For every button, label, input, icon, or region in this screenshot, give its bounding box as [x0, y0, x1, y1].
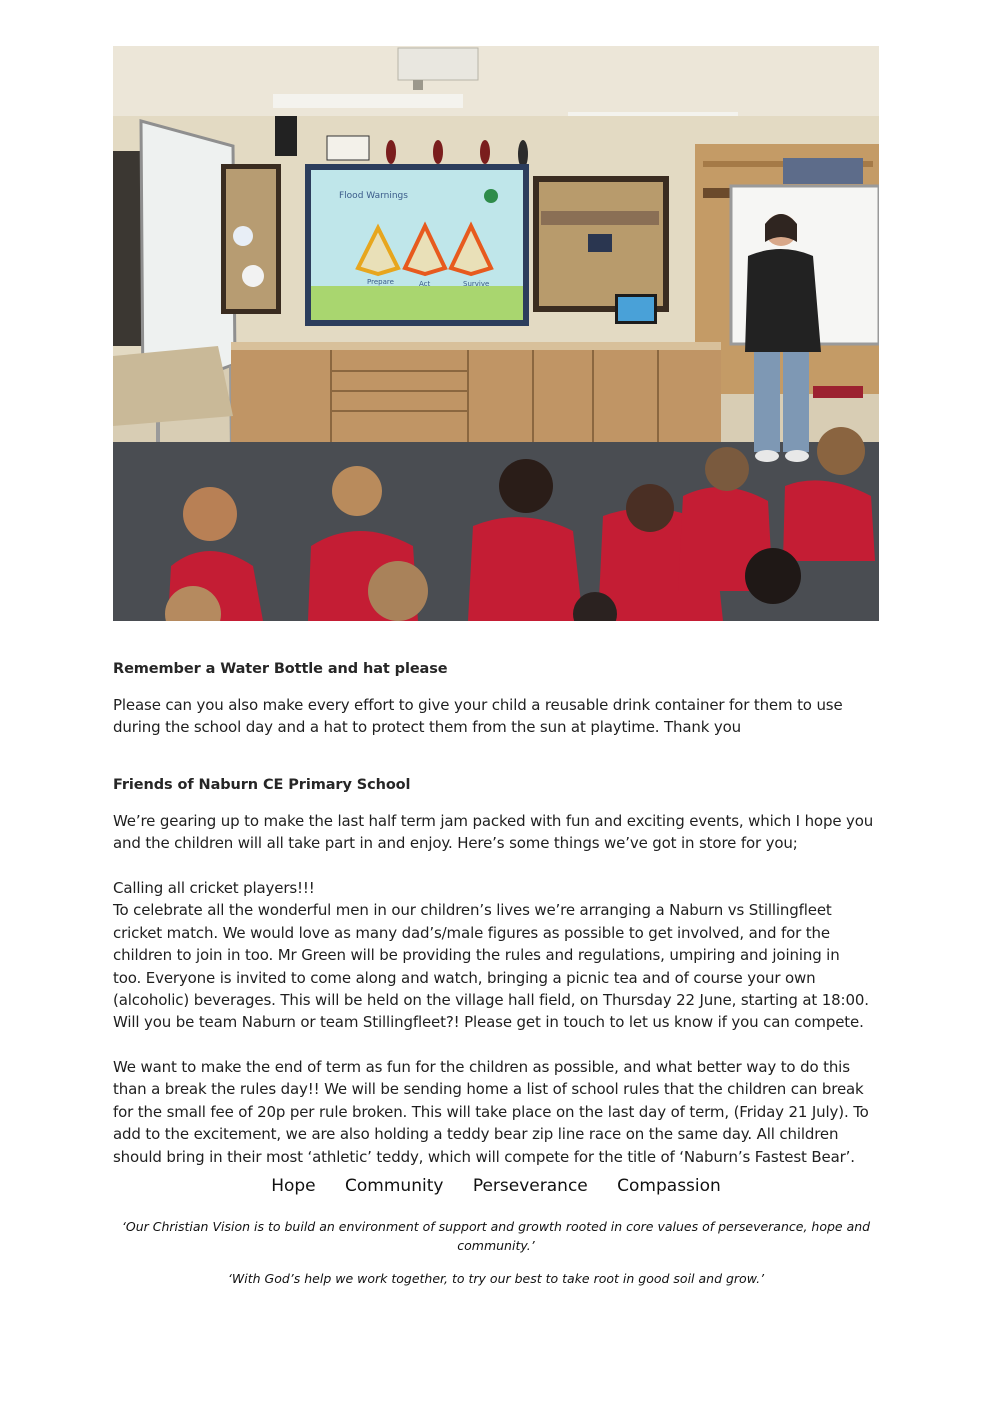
text-line: and the children will all take part in and enjoy. Here’s some things we’ve got in store for you;: [113, 834, 798, 853]
school-motto: ‘With God’s help we work together, to try our best to take root in good soil and grow.’: [227, 1271, 765, 1286]
text-line: To celebrate all the wonderful men in our children’s lives we’re arranging a Naburn vs Stillingfleet: [113, 901, 832, 920]
text-line: during the school day and a hat to protect them from the sun at playtime. Thank you: [113, 718, 742, 737]
text-line: Please can you also make every effort to give your child a reusable drink container for them to use: [113, 696, 843, 714]
text-line: should bring in their most ‘athletic’ teddy, which will compete for the title of ‘Naburn’s Fastest Bear’.: [113, 1147, 855, 1166]
text-line: than a break the rules day!! We will be sending home a list of school rules that the children can break: [113, 1080, 864, 1099]
classroom-photo: [113, 46, 879, 621]
slide-label-2: Act: [419, 280, 431, 288]
classroom-scene: [113, 46, 879, 621]
cricket-paragraph: [113, 877, 883, 1034]
text-line: Calling all cricket players!!!: [113, 879, 315, 897]
rules-day-paragraph: [113, 1056, 883, 1168]
text-line: (alcoholic) beverages. This will be held on the village hall field, on Thursday 22 June, starting at 18:00.: [113, 991, 869, 1010]
text-line: for the small fee of 20p per rule broken. This will take place on the last day of term, (Friday 21 July). To: [113, 1102, 869, 1121]
value-hope: Hope: [271, 1176, 316, 1196]
slide-label-3: Survive: [463, 280, 490, 288]
text-line: cricket match. We would love as many dad’s/male figures as possible to get involved, and for the: [113, 923, 830, 942]
water-bottle-heading: Remember a Water Bottle and hat please: [113, 661, 448, 677]
value-perseverance: Perseverance: [472, 1176, 588, 1196]
value-compassion: Compassion: [617, 1176, 721, 1196]
water-bottle-paragraph: [113, 694, 883, 739]
text-line: We’re gearing up to make the last half term jam packed with fun and exciting events, which I hope you: [113, 812, 874, 830]
friends-heading: Friends of Naburn CE Primary School: [113, 777, 411, 793]
text-line: children to join in too. Mr Green will be providing the rules and regulations, umpiring and joining in: [113, 946, 840, 965]
text-line: too. Everyone is invited to come along and watch, bringing a picnic tea and of course your own: [113, 968, 816, 987]
friends-intro-paragraph: [113, 810, 883, 855]
text-line: We want to make the end of term as fun for the children as possible, and what better way to do this: [113, 1058, 850, 1076]
christian-vision: ‘Our Christian Vision is to build an environment of support and growth rooted in core values of perseverance, hope and community.’: [121, 1219, 871, 1253]
slide-heading: Flood Warnings: [339, 191, 408, 201]
school-values: [0, 1176, 992, 1196]
slide-label-1: Prepare: [367, 278, 394, 286]
value-community: Community: [345, 1176, 444, 1196]
text-line: add to the excitement, we are also holding a teddy bear zip line race on the same day. All children: [113, 1125, 839, 1144]
text-line: Will you be team Naburn or team Stillingfleet?! Please get in touch to let us know if you can compete.: [113, 1013, 864, 1032]
